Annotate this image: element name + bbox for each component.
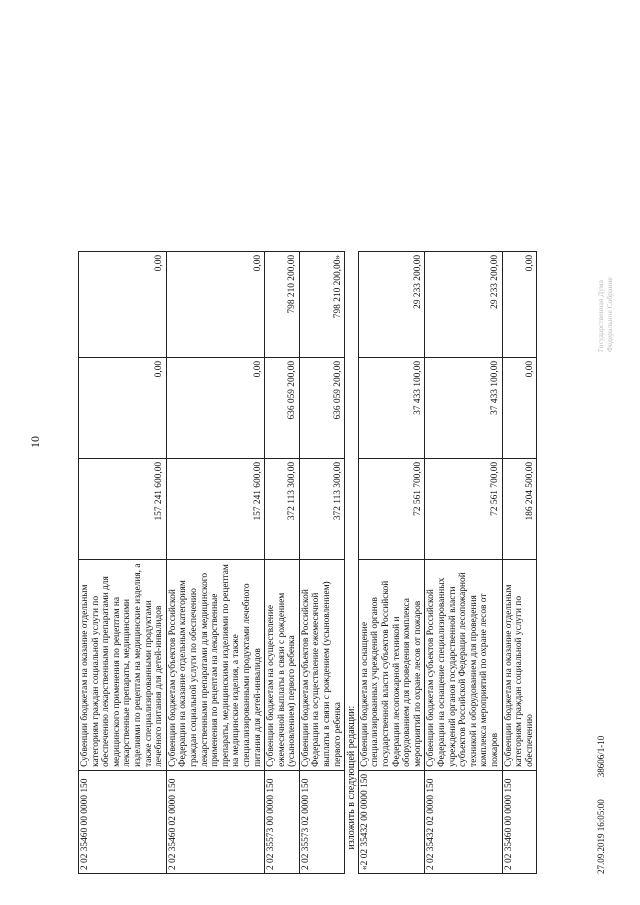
value-cell-3: 798 210 200,00 — [265, 251, 300, 357]
page-number: 10 — [28, 436, 42, 448]
value-cell-1: 186 204 500,00 — [502, 458, 537, 559]
table-row — [299, 251, 344, 873]
value-cell-1: 157 241 600,00 — [166, 458, 264, 559]
table-row — [166, 251, 264, 873]
value-cell-2: 37 433 100,00 — [358, 357, 425, 458]
value-cell-1: 157 241 600,00 — [79, 458, 167, 559]
footer — [596, 736, 606, 874]
value-cell-2: 636 059 200,00 — [265, 357, 300, 458]
code-cell: 2 02 35432 02 0000 150 — [425, 770, 502, 873]
table-row — [265, 251, 300, 873]
value-cell-3: 798 210 200,00» — [299, 251, 344, 357]
budget-table — [78, 251, 537, 874]
table-row — [358, 251, 425, 873]
name-cell: Субвенции бюджетам субъектов Российской Федерации на оснащение специализированных учреждений органов государственной власти субъектов Российской Федерации лесопожарной техникой и оборудованием для проведения комплекса мероприятий по охране лесов от пожаров — [425, 559, 502, 770]
registration-stamp — [596, 277, 614, 352]
stamp-line: Государственная Дума — [596, 280, 605, 352]
amendment-label: изложить в следующей редакции: — [346, 705, 358, 850]
table-row — [502, 251, 537, 873]
footer-file-ref: 38606/1-10 — [596, 735, 606, 778]
value-cell-2: 0,00 — [79, 357, 167, 458]
name-cell: Субвенции бюджетам субъектов Российской Федерации на оказание отдельным категориям граждан социальной услуги по обеспечению лекарственными препаратами для медицинского применения по рецептам на лекарственные препараты, медицинскими изделиями по рецептам на медицинские изделия, а также специализированными продуктами лечебного питания для детей-инвалидов — [166, 559, 264, 770]
code-cell: «2 02 35432 00 0000 150 — [358, 770, 425, 873]
rotated-table-wrap — [78, 74, 537, 874]
value-cell-1: 72 561 700,00 — [358, 458, 425, 559]
value-cell-2: 636 059 200,00 — [299, 357, 344, 458]
name-cell: Субвенции бюджетам на оказание отдельным категориям граждан социальной услуги по обеспечению — [502, 559, 537, 770]
value-cell-1: 72 561 700,00 — [425, 458, 502, 559]
code-cell: 2 02 35573 00 0000 150 — [265, 770, 300, 873]
name-cell: Субвенции бюджетам субъектов Российской Федерации на осуществление ежемесячной выплаты в связи с рождением (усыновлением) первого ребенка — [299, 559, 344, 770]
value-cell-2: 0,00 — [166, 357, 264, 458]
value-cell-1: 372 113 300,00 — [265, 458, 300, 559]
value-cell-2: 0,00 — [502, 357, 537, 458]
value-cell-3: 29 233 200,00 — [358, 251, 425, 357]
value-cell-3: 29 233 200,00 — [425, 251, 502, 357]
code-cell: 2 02 35460 00 0000 150 — [502, 770, 537, 873]
label-row — [345, 251, 359, 873]
value-cell-1: 372 113 300,00 — [299, 458, 344, 559]
code-cell: 2 02 35460 00 0000 150 — [79, 770, 167, 873]
table-row — [79, 251, 167, 873]
stamp-line: Федеральное Собрание — [605, 277, 614, 352]
value-cell-2: 37 433 100,00 — [425, 357, 502, 458]
name-cell: Субвенции бюджетам на оказание отдельным категориям граждан социальной услуги по обеспечению лекарственными препаратами для медицинского применения по рецептам на лекарственные препараты, медицинскими изделиями по рецептам на медицинские изделия, а также специализированными продуктами лечебного питания для детей-инвалидов — [79, 559, 167, 770]
name-cell: Субвенции бюджетам на оснащение специализированных учреждений органов государственной власти субъектов Российской Федерации лесопожарной техникой и оборудованием для проведения комплекса мероприятий по охране лесов от пожаров — [358, 559, 425, 770]
footer-datetime: 27.09.2019 16:05:00 — [596, 799, 606, 874]
code-cell: 2 02 35573 02 0000 150 — [299, 770, 344, 873]
code-cell: 2 02 35460 02 0000 150 — [166, 770, 264, 873]
table-row — [425, 251, 502, 873]
value-cell-3: 0,00 — [502, 251, 537, 357]
value-cell-3: 0,00 — [166, 251, 264, 357]
name-cell: Субвенции бюджетам на осуществление ежемесячной выплаты в связи с рождением (усыновлением) первого ребенка — [265, 559, 300, 770]
value-cell-3: 0,00 — [79, 251, 167, 357]
